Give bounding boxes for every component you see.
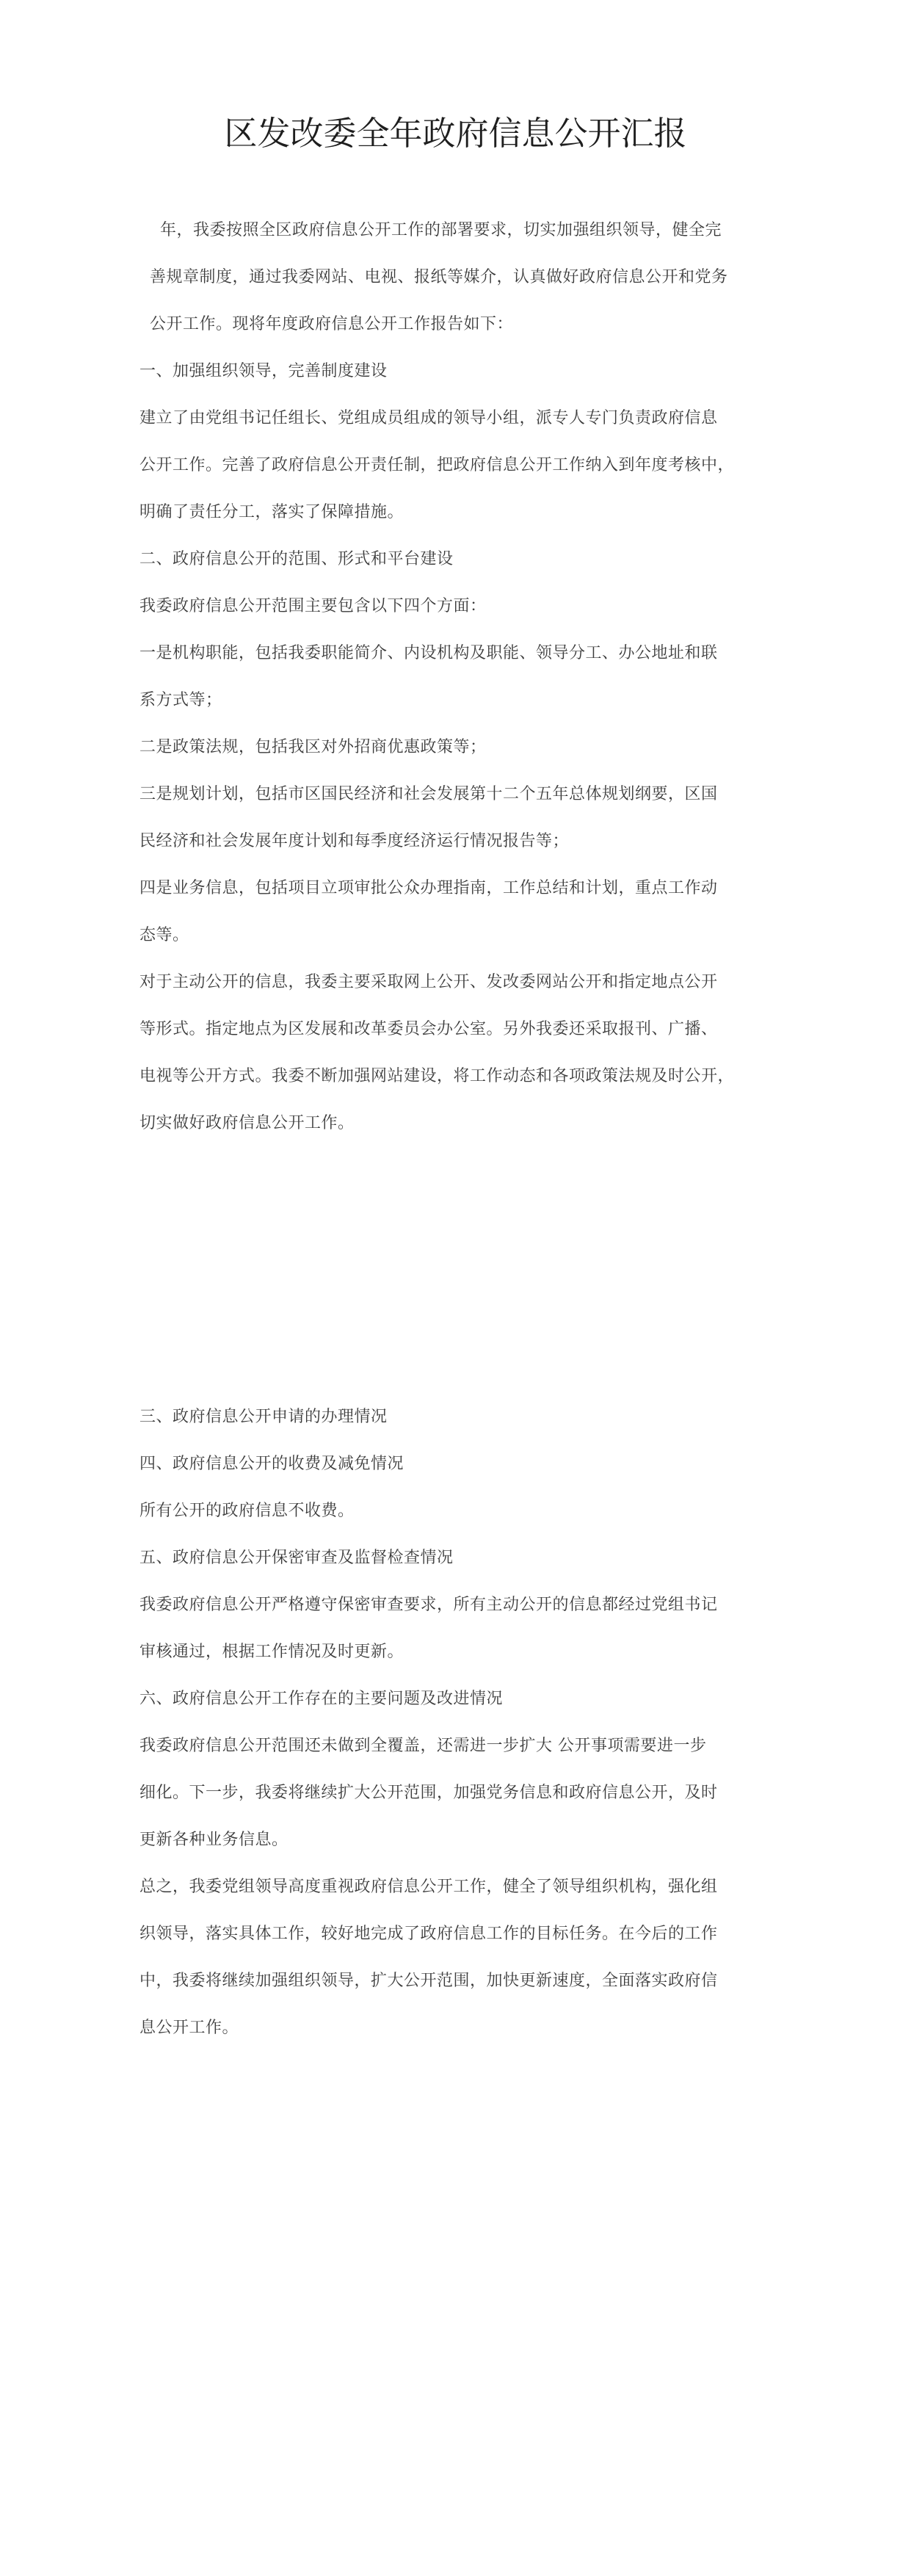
document-title: 区发改委全年政府信息公开汇报 [224, 114, 687, 153]
section-2-item-line: 四是业务信息，包括项目立项审批公众办理指南，工作总结和计划，重点工作动 [139, 879, 718, 897]
section-2-item-4 [139, 865, 778, 959]
section-2-line: 切实做好政府信息公开工作。 [139, 1114, 355, 1132]
section-5-body [139, 1582, 778, 1676]
section-2-line: 电视等公开方式。我委不断加强网站建设，将工作动态和各项政策法规及时公开， [139, 1067, 735, 1085]
section-2-heading: 二、政府信息公开的范围、形式和平台建设 [139, 550, 454, 568]
conclusion-line: 总之，我委党组领导高度重视政府信息公开工作，健全了领导组织机构，强化组 [139, 1878, 718, 1896]
section-3-heading: 三、政府信息公开申请的办理情况 [139, 1408, 388, 1426]
section-4-heading: 四、政府信息公开的收费及减免情况 [139, 1455, 404, 1473]
section-1-heading: 一、加强组织领导，完善制度建设 [139, 362, 388, 380]
section-5-line: 我委政府信息公开严格遵守保密审查要求，所有主动公开的信息都经过党组书记 [139, 1596, 718, 1614]
section-6-line: 更新各种业务信息。 [139, 1831, 288, 1849]
section-5-line: 审核通过，根据工作情况及时更新。 [139, 1643, 404, 1661]
section-1-body [139, 395, 778, 536]
section-2-item-line: 民经济和社会发展年度计划和每季度经济运行情况报告等； [139, 832, 570, 850]
section-2-item-line: 三是规划计划，包括市区国民经济和社会发展第十二个五年总体规划纲要，区国 [139, 785, 718, 803]
section-2-line: 等形式。指定地点为区发展和改革委员会办公室。另外我委还采取报刊、广播、 [139, 1020, 718, 1038]
section-2-item-2: 二是政策法规，包括我区对外招商优惠政策等； [139, 738, 487, 756]
conclusion-line: 中，我委将继续加强组织领导，扩大公开范围，加快更新速度，全面落实政府信 [139, 1972, 718, 1990]
section-2-item-line: 一是机构职能，包括我委职能简介、内设机构及职能、领导分工、办公地址和联 [139, 644, 718, 662]
section-2-item-line: 态等。 [139, 926, 189, 944]
section-2-item-3 [139, 771, 778, 865]
section-1-line: 建立了由党组书记任组长、党组成员组成的领导小组，派专人专门负责政府信息 [139, 409, 718, 427]
section-2-body [139, 959, 778, 1147]
conclusion-line: 息公开工作。 [139, 2019, 239, 2037]
section-6-line: 细化。下一步，我委将继续扩大公开范围，加强党务信息和政府信息公开，及时 [139, 1784, 718, 1802]
intro-line: 公开工作。现将年度政府信息公开工作报告如下： [150, 315, 514, 333]
conclusion-paragraph [139, 1864, 778, 2052]
section-6-line: 我委政府信息公开范围还未做到全覆盖，还需进一步扩大 公开事项需要进一步 [139, 1737, 707, 1755]
section-2-item-line: 系方式等； [139, 691, 222, 709]
intro-paragraph [139, 207, 778, 348]
section-1-line: 明确了责任分工，落实了保障措施。 [139, 503, 404, 521]
section-2-item-1 [139, 630, 778, 724]
section-2-line: 对于主动公开的信息，我委主要采取网上公开、发改委网站公开和指定地点公开 [139, 973, 718, 991]
intro-line: 年，我委按照全区政府信息公开工作的部署要求，切实加强组织领导，健全完 [160, 221, 722, 239]
section-6-body [139, 1723, 778, 1864]
section-6-heading: 六、政府信息公开工作存在的主要问题及改进情况 [139, 1690, 504, 1708]
section-4-body: 所有公开的政府信息不收费。 [139, 1502, 355, 1520]
conclusion-line: 织领导，落实具体工作，较好地完成了政府信息工作的目标任务。在今后的工作 [139, 1925, 718, 1943]
intro-line: 善规章制度，通过我委网站、电视、报纸等媒介，认真做好政府信息公开和党务 [150, 268, 728, 286]
section-1-line: 公开工作。完善了政府信息公开责任制，把政府信息公开工作纳入到年度考核中， [139, 456, 735, 474]
section-2-lead: 我委政府信息公开范围主要包含以下四个方面： [139, 597, 487, 615]
section-5-heading: 五、政府信息公开保密审查及监督检查情况 [139, 1549, 454, 1567]
